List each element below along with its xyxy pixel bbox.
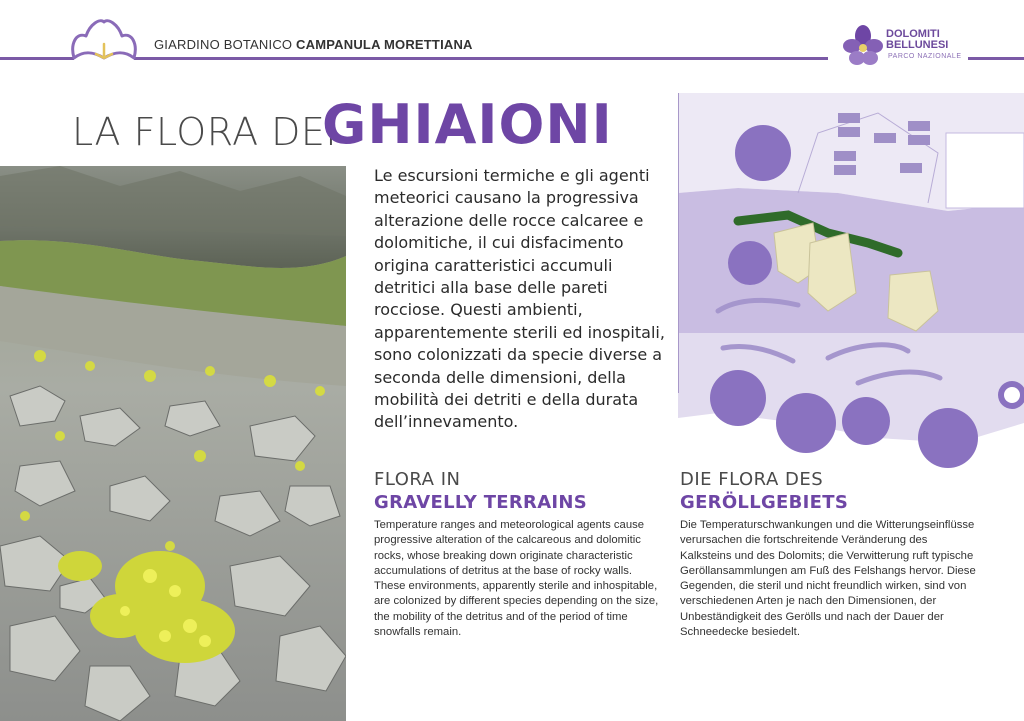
park-name-line3: PARCO NAZIONALE	[888, 53, 962, 60]
german-heading-bold: GERÖLLGEBIETS	[680, 492, 849, 513]
german-paragraph: Die Temperaturschwankungen und die Witterungseinflüsse verursachen die fortschreitende Veränderung des Kalksteins und des Dolomits; die Verwitterung ruft typische Geröllansammlungen am Fuß des Felshangs hervor. Diese Gegenden, die steril und nicht freundlich wirken, sind von verschiedenen Arten je nach den Dimensionen, der Unbeständigkeit des Gerölls und nach der Dauer der Schneedecke besiedelt.	[680, 519, 976, 639]
header-title: GIARDINO BOTANICO CAMPANULA MORETTIANA	[154, 37, 473, 52]
campanula-flower-icon	[66, 14, 142, 64]
page-title-light: LA FLORA DEI	[72, 110, 338, 154]
violet-flower-icon	[843, 24, 883, 68]
english-heading-light: FLORA IN	[374, 469, 461, 490]
header-rule-right	[968, 57, 1024, 60]
english-heading-bold: GRAVELLY TERRAINS	[374, 492, 588, 513]
park-name-line2: BELLUNESI	[886, 39, 949, 51]
page-title-bold: GHIAIONI	[322, 93, 613, 156]
german-heading-light: DIE FLORA DES	[680, 469, 824, 490]
park-name-line1: DOLOMITI	[886, 28, 940, 40]
scree-slope-photo	[0, 166, 346, 721]
english-paragraph: Temperature ranges and meteorological agents cause progressive alteration of the calcareous and dolomitic rocks, whose breaking down originate characteristic accumulations of detritus at the base of rocky walls. These environments, apparently sterile and inhospitable, are colonized by different species depending on the size, the mobility of the detritus and of the period of time snowfalls remain.	[374, 519, 659, 639]
header-rule-left	[0, 57, 74, 60]
garden-map	[678, 93, 1024, 473]
italian-paragraph: Le escursioni termiche e gli agenti meteorici causano la progressiva alterazione delle rocce calcaree e dolomitiche, il cui disfacimento origina caratteristici accumuli detritici alla base delle pareti rocciose. Questi ambienti, apparentemente sterili ed inospitali, sono colonizzati da specie diverse a seconda delle dimensioni, della mobilità dei detriti e della durata dell’innevamento.	[374, 166, 665, 432]
header-rule-middle	[134, 57, 828, 60]
